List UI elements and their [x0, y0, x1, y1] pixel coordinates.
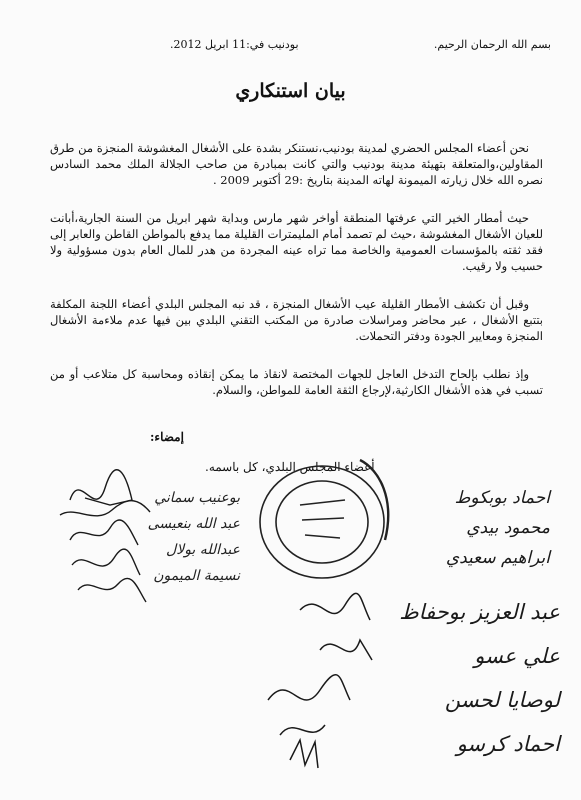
handwritten-name: عبد العزيز بوحفاظ [399, 600, 560, 624]
handwritten-name: علي عسو [474, 644, 560, 668]
signature-scribbles-left [60, 470, 150, 602]
handwritten-name: ابراهيم سعيدي [445, 548, 550, 568]
official-stamp [260, 460, 388, 578]
signature-scribbles-lower [268, 593, 372, 768]
signature-label: إمضاء: [150, 430, 184, 444]
paragraph-1: نحن أعضاء المجلس الحضري لمدينة بودنيب،نستنكر بشدة على الأشغال المغشوشة المنجزة من طرق المقاولين،والمتعلقة بتهيئة مدينة بودنيب والتي كانت بمبادرة من صاحب الجلالة الملك محمد السادس نصره الله خلال زيارته الميمونة لهاته المدينة بتاريخ :29 أكتوبر 2009 . [50, 141, 543, 187]
paragraph-4: وإذ نطلب بإلحاح التدخل العاجل للجهات المختصة لانقاذ ما يمكن إنقاذه ومحاسبة كل متلاعب أو من تسبب في هذه الأشغال الكارثية،لإرجاع الثقة العامة للمواطن، والسلام. [50, 367, 543, 397]
handwritten-name: نسيمة الميمون [153, 568, 240, 584]
handwritten-name: احماد بوبكوط [454, 488, 550, 508]
paragraph-3: وقبل أن تكشف الأمطار القليلة عيب الأشغال المنجزة ، قد نبه المجلس البلدي أعضاء اللجنة المكلفة بتتبع الأشغال ، عبر محاضر ومراسلات صادرة من المكتب التقني البلدي بين فيها عدم ملاءمة الأشغال المنجزة ومعايير الجودة ودفتر التحملات. [50, 297, 543, 343]
handwritten-name: محمود بيدي [466, 518, 550, 538]
handwritten-name: بوعنيب سماني [154, 490, 240, 506]
handwritten-name: عبدالله بولال [166, 542, 240, 558]
handwritten-name: عبد الله بنعيسى [147, 516, 240, 532]
basmala: بسم الله الرحمان الرحيم. [433, 38, 551, 51]
paragraph-2: حيث أمطار الخير التي عرفتها المنطقة أواخر شهر مارس وبداية شهر ابريل من السنة الجارية،أبانت للعيان الأشغال المغشوشة ،حيث لم تصمد أمام المليمترات القليلة مما يدفع بالمواطن القاطن والعابر إلى فقد ثقته بالمؤسسات العمومية والخاصة مما تراه عينه المجردة من هدر للمال العام بدون مسؤولية ولا حسيب ولا رقيب. [50, 211, 543, 273]
document-title: بيان استنكاري [235, 80, 346, 102]
handwritten-name: احماد كرسو [456, 732, 560, 756]
handwritten-name: لوصايا لحسن [444, 688, 560, 712]
members-caption: أعضاء المجلس البلدي، كل باسمه. [205, 460, 375, 474]
place-date: بودنيب في:11 ابريل 2012. [170, 38, 299, 51]
